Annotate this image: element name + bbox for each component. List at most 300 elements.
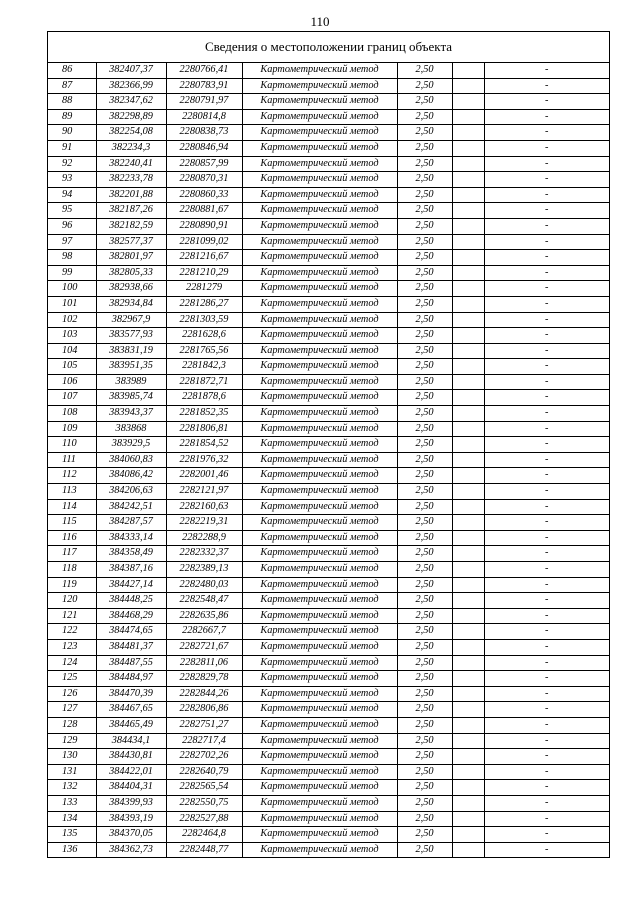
y-coordinate-cell: 2281854,52: [166, 437, 242, 453]
empty-cell: [452, 343, 484, 359]
empty-cell: [452, 312, 484, 328]
x-coordinate-cell: 384467,65: [96, 702, 166, 718]
method-cell: Картометрический метод: [242, 780, 397, 796]
description-cell: -: [484, 749, 609, 765]
y-coordinate-cell: 2281806,81: [166, 421, 242, 437]
point-number-cell: 107: [48, 390, 96, 406]
table-row: [48, 312, 609, 328]
description-cell: -: [484, 655, 609, 671]
empty-cell: [452, 63, 484, 78]
description-cell: -: [484, 795, 609, 811]
point-number-cell: 95: [48, 203, 96, 219]
point-number-cell: 132: [48, 780, 96, 796]
table-row: [48, 702, 609, 718]
table-row: [48, 562, 609, 578]
y-coordinate-cell: 2281303,59: [166, 312, 242, 328]
accuracy-cell: 2,50: [397, 140, 452, 156]
description-cell: -: [484, 359, 609, 375]
point-number-cell: 90: [48, 125, 96, 141]
point-number-cell: 117: [48, 546, 96, 562]
y-coordinate-cell: 2281872,71: [166, 374, 242, 390]
accuracy-cell: 2,50: [397, 795, 452, 811]
method-cell: Картометрический метод: [242, 624, 397, 640]
table-row: [48, 78, 609, 94]
y-coordinate-cell: 2280838,73: [166, 125, 242, 141]
accuracy-cell: 2,50: [397, 717, 452, 733]
method-cell: Картометрический метод: [242, 125, 397, 141]
description-cell: -: [484, 94, 609, 110]
method-cell: Картометрический метод: [242, 78, 397, 94]
x-coordinate-cell: 383929,5: [96, 437, 166, 453]
y-coordinate-cell: 2282527,88: [166, 811, 242, 827]
accuracy-cell: 2,50: [397, 406, 452, 422]
empty-cell: [452, 639, 484, 655]
point-number-cell: 93: [48, 172, 96, 188]
description-cell: -: [484, 546, 609, 562]
y-coordinate-cell: 2282288,9: [166, 530, 242, 546]
x-coordinate-cell: 382366,99: [96, 78, 166, 94]
method-cell: Картометрический метод: [242, 717, 397, 733]
y-coordinate-cell: 2282667,7: [166, 624, 242, 640]
empty-cell: [452, 499, 484, 515]
x-coordinate-cell: 382347,62: [96, 94, 166, 110]
table-row: [48, 172, 609, 188]
y-coordinate-cell: 2281852,35: [166, 406, 242, 422]
description-cell: -: [484, 328, 609, 344]
empty-cell: [452, 842, 484, 857]
point-number-cell: 131: [48, 764, 96, 780]
method-cell: Картометрический метод: [242, 234, 397, 250]
accuracy-cell: 2,50: [397, 546, 452, 562]
y-coordinate-cell: 2282448,77: [166, 842, 242, 857]
accuracy-cell: 2,50: [397, 265, 452, 281]
accuracy-cell: 2,50: [397, 827, 452, 843]
accuracy-cell: 2,50: [397, 125, 452, 141]
empty-cell: [452, 452, 484, 468]
accuracy-cell: 2,50: [397, 390, 452, 406]
empty-cell: [452, 250, 484, 266]
accuracy-cell: 2,50: [397, 172, 452, 188]
table-row: [48, 94, 609, 110]
y-coordinate-cell: 2282635,86: [166, 608, 242, 624]
accuracy-cell: 2,50: [397, 749, 452, 765]
x-coordinate-cell: 382201,88: [96, 187, 166, 203]
y-coordinate-cell: 2282717,4: [166, 733, 242, 749]
description-cell: -: [484, 312, 609, 328]
accuracy-cell: 2,50: [397, 187, 452, 203]
empty-cell: [452, 686, 484, 702]
description-cell: -: [484, 156, 609, 172]
empty-cell: [452, 359, 484, 375]
method-cell: Картометрический метод: [242, 515, 397, 531]
accuracy-cell: 2,50: [397, 842, 452, 857]
description-cell: -: [484, 562, 609, 578]
accuracy-cell: 2,50: [397, 624, 452, 640]
table-row: [48, 109, 609, 125]
table-row: [48, 140, 609, 156]
table-row: [48, 218, 609, 234]
point-number-cell: 101: [48, 296, 96, 312]
x-coordinate-cell: 384430,81: [96, 749, 166, 765]
description-cell: -: [484, 593, 609, 609]
x-coordinate-cell: 382254,08: [96, 125, 166, 141]
table-row: [48, 546, 609, 562]
y-coordinate-cell: 2281878,6: [166, 390, 242, 406]
table-row: [48, 515, 609, 531]
table-row: [48, 437, 609, 453]
empty-cell: [452, 795, 484, 811]
y-coordinate-cell: 2280846,94: [166, 140, 242, 156]
description-cell: -: [484, 530, 609, 546]
y-coordinate-cell: 2282219,31: [166, 515, 242, 531]
point-number-cell: 106: [48, 374, 96, 390]
x-coordinate-cell: 384470,39: [96, 686, 166, 702]
description-cell: -: [484, 577, 609, 593]
empty-cell: [452, 265, 484, 281]
method-cell: Картометрический метод: [242, 530, 397, 546]
x-coordinate-cell: 383577,93: [96, 328, 166, 344]
x-coordinate-cell: 384404,31: [96, 780, 166, 796]
accuracy-cell: 2,50: [397, 562, 452, 578]
empty-cell: [452, 296, 484, 312]
x-coordinate-cell: 384474,65: [96, 624, 166, 640]
y-coordinate-cell: 2282751,27: [166, 717, 242, 733]
method-cell: Картометрический метод: [242, 702, 397, 718]
point-number-cell: 133: [48, 795, 96, 811]
table-row: [48, 764, 609, 780]
x-coordinate-cell: 382233,78: [96, 172, 166, 188]
x-coordinate-cell: 384333,14: [96, 530, 166, 546]
method-cell: Картометрический метод: [242, 281, 397, 297]
point-number-cell: 126: [48, 686, 96, 702]
table-row: [48, 63, 609, 78]
point-number-cell: 110: [48, 437, 96, 453]
empty-cell: [452, 156, 484, 172]
table-row: [48, 343, 609, 359]
table-row: [48, 281, 609, 297]
accuracy-cell: 2,50: [397, 250, 452, 266]
table-row: [48, 530, 609, 546]
method-cell: Картометрический метод: [242, 250, 397, 266]
description-cell: -: [484, 109, 609, 125]
x-coordinate-cell: 384484,97: [96, 671, 166, 687]
method-cell: Картометрический метод: [242, 795, 397, 811]
table-row: [48, 827, 609, 843]
table-row: [48, 733, 609, 749]
method-cell: Картометрический метод: [242, 296, 397, 312]
method-cell: Картометрический метод: [242, 390, 397, 406]
accuracy-cell: 2,50: [397, 94, 452, 110]
description-cell: -: [484, 374, 609, 390]
description-cell: -: [484, 234, 609, 250]
y-coordinate-cell: 2280783,91: [166, 78, 242, 94]
table-row: [48, 842, 609, 857]
x-coordinate-cell: 384370,05: [96, 827, 166, 843]
method-cell: Картометрический метод: [242, 109, 397, 125]
table-row: [48, 187, 609, 203]
point-number-cell: 98: [48, 250, 96, 266]
description-cell: -: [484, 78, 609, 94]
table-row: [48, 749, 609, 765]
method-cell: Картометрический метод: [242, 484, 397, 500]
point-number-cell: 136: [48, 842, 96, 857]
point-number-cell: 122: [48, 624, 96, 640]
method-cell: Картометрический метод: [242, 499, 397, 515]
point-number-cell: 103: [48, 328, 96, 344]
y-coordinate-cell: 2281210,29: [166, 265, 242, 281]
description-cell: -: [484, 686, 609, 702]
x-coordinate-cell: 384287,57: [96, 515, 166, 531]
x-coordinate-cell: 384427,14: [96, 577, 166, 593]
empty-cell: [452, 125, 484, 141]
description-cell: -: [484, 63, 609, 78]
description-cell: -: [484, 717, 609, 733]
boundary-table-frame: [47, 31, 610, 858]
x-coordinate-cell: 382407,37: [96, 63, 166, 78]
table-row: [48, 717, 609, 733]
accuracy-cell: 2,50: [397, 374, 452, 390]
point-number-cell: 125: [48, 671, 96, 687]
y-coordinate-cell: 2282829,78: [166, 671, 242, 687]
method-cell: Картометрический метод: [242, 172, 397, 188]
method-cell: Картометрический метод: [242, 546, 397, 562]
table-row: [48, 265, 609, 281]
y-coordinate-cell: 2282806,86: [166, 702, 242, 718]
point-number-cell: 112: [48, 468, 96, 484]
point-number-cell: 118: [48, 562, 96, 578]
y-coordinate-cell: 2282121,97: [166, 484, 242, 500]
description-cell: -: [484, 187, 609, 203]
point-number-cell: 114: [48, 499, 96, 515]
table-row: [48, 655, 609, 671]
x-coordinate-cell: 383985,74: [96, 390, 166, 406]
description-cell: -: [484, 140, 609, 156]
accuracy-cell: 2,50: [397, 593, 452, 609]
method-cell: Картометрический метод: [242, 63, 397, 78]
page-number: 110: [310, 14, 330, 29]
empty-cell: [452, 733, 484, 749]
y-coordinate-cell: 2282811,06: [166, 655, 242, 671]
point-number-cell: 89: [48, 109, 96, 125]
accuracy-cell: 2,50: [397, 437, 452, 453]
table-row: [48, 468, 609, 484]
y-coordinate-cell: 2282332,37: [166, 546, 242, 562]
accuracy-cell: 2,50: [397, 639, 452, 655]
accuracy-cell: 2,50: [397, 234, 452, 250]
accuracy-cell: 2,50: [397, 63, 452, 78]
empty-cell: [452, 624, 484, 640]
empty-cell: [452, 577, 484, 593]
description-cell: -: [484, 811, 609, 827]
point-number-cell: 91: [48, 140, 96, 156]
method-cell: Картометрический метод: [242, 421, 397, 437]
table-row: [48, 811, 609, 827]
accuracy-cell: 2,50: [397, 296, 452, 312]
method-cell: Картометрический метод: [242, 468, 397, 484]
description-cell: -: [484, 468, 609, 484]
empty-cell: [452, 172, 484, 188]
table-row: [48, 359, 609, 375]
point-number-cell: 99: [48, 265, 96, 281]
y-coordinate-cell: 2280857,99: [166, 156, 242, 172]
point-number-cell: 135: [48, 827, 96, 843]
table-row: [48, 795, 609, 811]
description-cell: -: [484, 421, 609, 437]
x-coordinate-cell: 382967,9: [96, 312, 166, 328]
y-coordinate-cell: 2282702,26: [166, 749, 242, 765]
accuracy-cell: 2,50: [397, 218, 452, 234]
empty-cell: [452, 218, 484, 234]
x-coordinate-cell: 384399,93: [96, 795, 166, 811]
x-coordinate-cell: 384487,55: [96, 655, 166, 671]
description-cell: -: [484, 515, 609, 531]
y-coordinate-cell: 2280890,91: [166, 218, 242, 234]
method-cell: Картометрический метод: [242, 671, 397, 687]
empty-cell: [452, 374, 484, 390]
table-row: [48, 125, 609, 141]
method-cell: Картометрический метод: [242, 187, 397, 203]
description-cell: -: [484, 281, 609, 297]
table-row: [48, 452, 609, 468]
x-coordinate-cell: 382938,66: [96, 281, 166, 297]
y-coordinate-cell: 2281216,67: [166, 250, 242, 266]
method-cell: Картометрический метод: [242, 406, 397, 422]
point-number-cell: 109: [48, 421, 96, 437]
table-row: [48, 577, 609, 593]
method-cell: Картометрический метод: [242, 343, 397, 359]
description-cell: -: [484, 702, 609, 718]
empty-cell: [452, 749, 484, 765]
empty-cell: [452, 406, 484, 422]
accuracy-cell: 2,50: [397, 764, 452, 780]
table-row: [48, 328, 609, 344]
table-row: [48, 593, 609, 609]
table-row: [48, 156, 609, 172]
x-coordinate-cell: 384358,49: [96, 546, 166, 562]
coordinates-table-body: [48, 63, 609, 857]
accuracy-cell: 2,50: [397, 780, 452, 796]
method-cell: Картометрический метод: [242, 733, 397, 749]
point-number-cell: 134: [48, 811, 96, 827]
y-coordinate-cell: 2282001,46: [166, 468, 242, 484]
method-cell: Картометрический метод: [242, 577, 397, 593]
empty-cell: [452, 94, 484, 110]
description-cell: -: [484, 343, 609, 359]
y-coordinate-cell: 2280766,41: [166, 63, 242, 78]
accuracy-cell: 2,50: [397, 577, 452, 593]
y-coordinate-cell: 2280870,31: [166, 172, 242, 188]
point-number-cell: 100: [48, 281, 96, 297]
description-cell: -: [484, 671, 609, 687]
y-coordinate-cell: 2282160,63: [166, 499, 242, 515]
method-cell: Картометрический метод: [242, 827, 397, 843]
y-coordinate-cell: 2282844,26: [166, 686, 242, 702]
x-coordinate-cell: 382187,26: [96, 203, 166, 219]
point-number-cell: 113: [48, 484, 96, 500]
y-coordinate-cell: 2282640,79: [166, 764, 242, 780]
x-coordinate-cell: 384465,49: [96, 717, 166, 733]
empty-cell: [452, 546, 484, 562]
point-number-cell: 121: [48, 608, 96, 624]
table-row: [48, 499, 609, 515]
accuracy-cell: 2,50: [397, 484, 452, 500]
accuracy-cell: 2,50: [397, 733, 452, 749]
x-coordinate-cell: 382234,3: [96, 140, 166, 156]
point-number-cell: 92: [48, 156, 96, 172]
point-number-cell: 87: [48, 78, 96, 94]
y-coordinate-cell: 2282464,8: [166, 827, 242, 843]
y-coordinate-cell: 2280860,33: [166, 187, 242, 203]
description-cell: -: [484, 250, 609, 266]
method-cell: Картометрический метод: [242, 842, 397, 857]
description-cell: -: [484, 608, 609, 624]
accuracy-cell: 2,50: [397, 359, 452, 375]
y-coordinate-cell: 2281279: [166, 281, 242, 297]
table-row: [48, 406, 609, 422]
method-cell: Картометрический метод: [242, 562, 397, 578]
y-coordinate-cell: 2281842,3: [166, 359, 242, 375]
x-coordinate-cell: 382934,84: [96, 296, 166, 312]
method-cell: Картометрический метод: [242, 140, 397, 156]
method-cell: Картометрический метод: [242, 655, 397, 671]
description-cell: -: [484, 484, 609, 500]
empty-cell: [452, 468, 484, 484]
empty-cell: [452, 203, 484, 219]
point-number-cell: 102: [48, 312, 96, 328]
table-row: [48, 203, 609, 219]
empty-cell: [452, 421, 484, 437]
method-cell: Картометрический метод: [242, 359, 397, 375]
empty-cell: [452, 717, 484, 733]
empty-cell: [452, 593, 484, 609]
description-cell: -: [484, 733, 609, 749]
description-cell: -: [484, 780, 609, 796]
x-coordinate-cell: 384086,42: [96, 468, 166, 484]
accuracy-cell: 2,50: [397, 78, 452, 94]
accuracy-cell: 2,50: [397, 109, 452, 125]
method-cell: Картометрический метод: [242, 374, 397, 390]
method-cell: Картометрический метод: [242, 218, 397, 234]
x-coordinate-cell: 384448,25: [96, 593, 166, 609]
table-row: [48, 671, 609, 687]
empty-cell: [452, 655, 484, 671]
method-cell: Картометрический метод: [242, 94, 397, 110]
x-coordinate-cell: 384206,63: [96, 484, 166, 500]
table-row: [48, 296, 609, 312]
description-cell: -: [484, 296, 609, 312]
y-coordinate-cell: 2281976,32: [166, 452, 242, 468]
method-cell: Картометрический метод: [242, 437, 397, 453]
empty-cell: [452, 811, 484, 827]
x-coordinate-cell: 384434,1: [96, 733, 166, 749]
accuracy-cell: 2,50: [397, 421, 452, 437]
point-number-cell: 115: [48, 515, 96, 531]
empty-cell: [452, 608, 484, 624]
x-coordinate-cell: 382298,89: [96, 109, 166, 125]
table-row: [48, 639, 609, 655]
point-number-cell: 124: [48, 655, 96, 671]
description-cell: -: [484, 406, 609, 422]
empty-cell: [452, 702, 484, 718]
y-coordinate-cell: 2282565,54: [166, 780, 242, 796]
method-cell: Картометрический метод: [242, 686, 397, 702]
y-coordinate-cell: 2282550,75: [166, 795, 242, 811]
method-cell: Картометрический метод: [242, 811, 397, 827]
accuracy-cell: 2,50: [397, 312, 452, 328]
point-number-cell: 128: [48, 717, 96, 733]
description-cell: -: [484, 827, 609, 843]
y-coordinate-cell: 2281765,56: [166, 343, 242, 359]
